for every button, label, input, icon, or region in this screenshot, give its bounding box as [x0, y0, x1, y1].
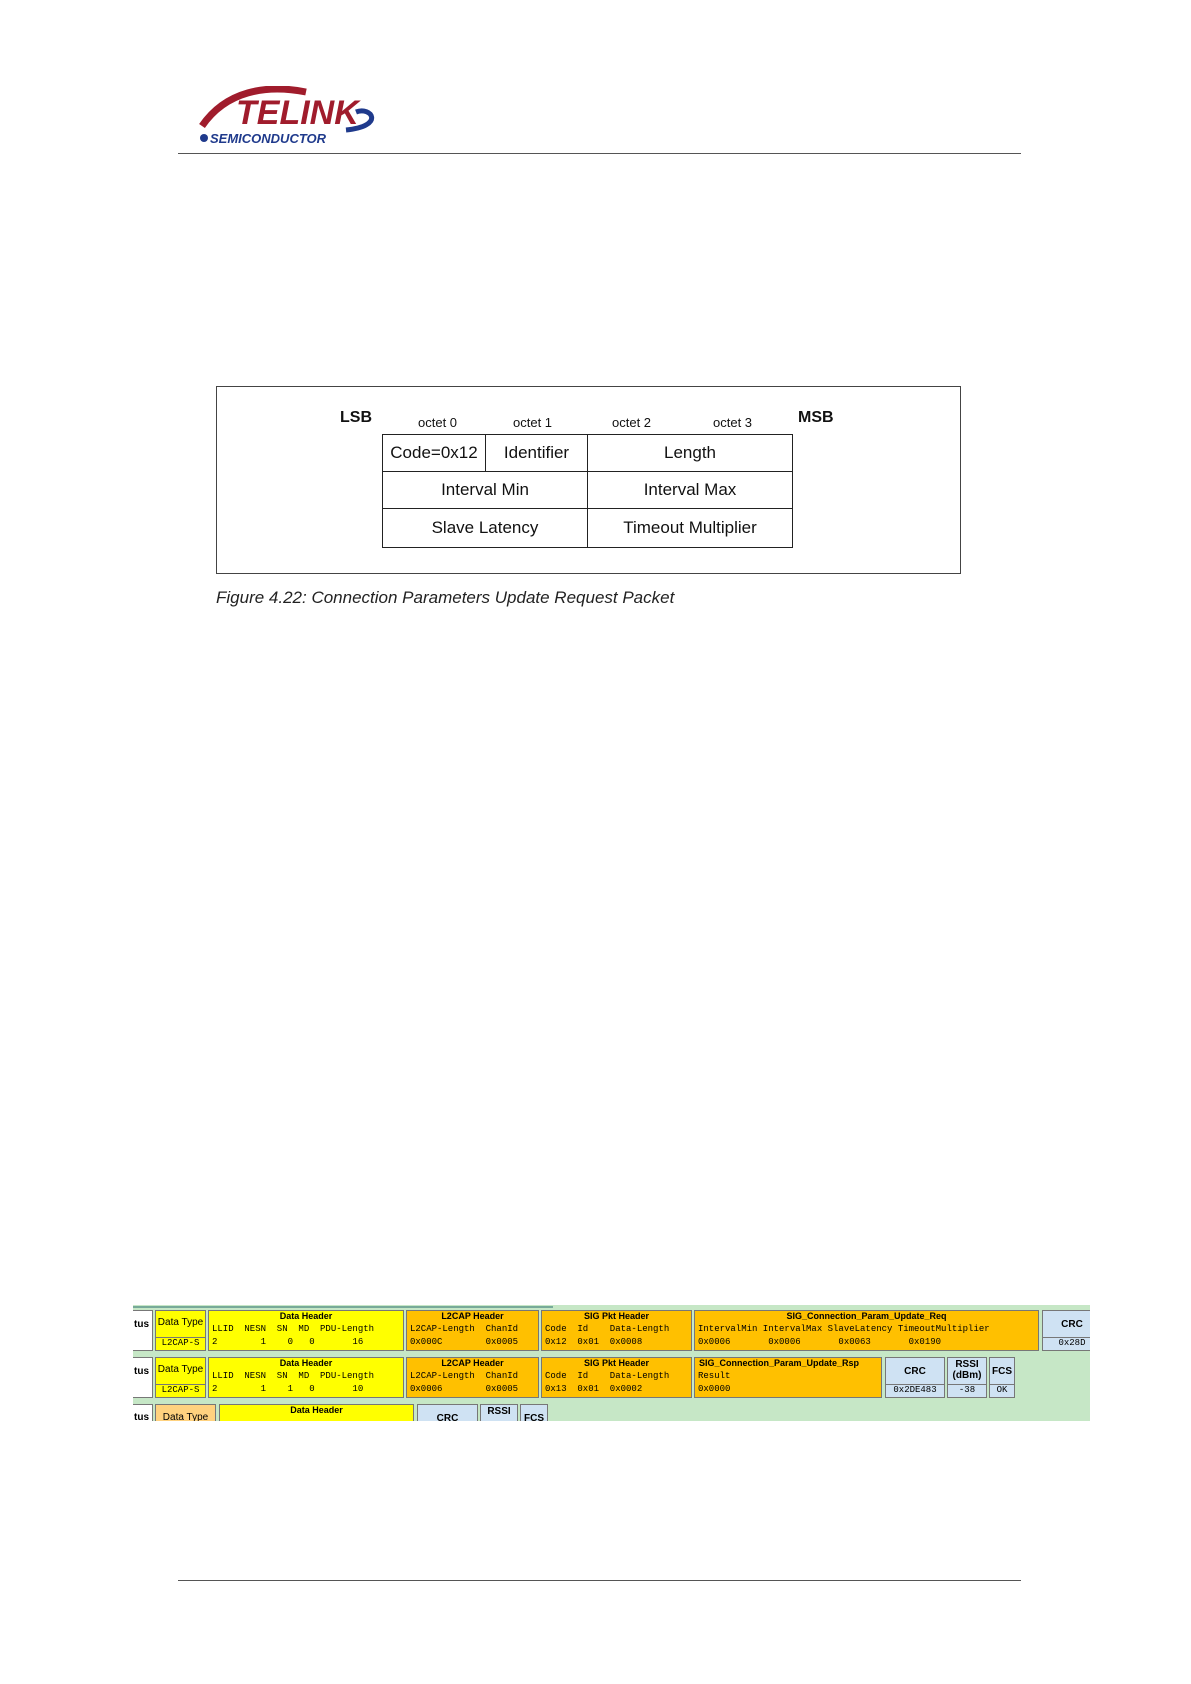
fcs-cell: [989, 1357, 1015, 1398]
l2cap-header-values: 0x0006 0x0005: [410, 1384, 519, 1394]
sig-pkt-header-cell: [541, 1310, 692, 1351]
sig-update-req-fields: IntervalMin IntervalMax SlaveLatency TimeoutMultiplier: [698, 1324, 990, 1334]
octet-2-label: octet 2: [612, 415, 652, 430]
data-type-value: L2CAP-S: [156, 1384, 205, 1396]
data-header-values: 2 1 0 0 16: [212, 1337, 364, 1347]
crc-cell: [1042, 1310, 1090, 1351]
l2cap-header-title: L2CAP Header: [441, 1311, 504, 1321]
sig-update-req-cell: [694, 1310, 1039, 1351]
octet-1-label: octet 1: [513, 415, 553, 430]
data-header-title: Data Header: [279, 1358, 333, 1368]
timeout-multiplier-cell: Timeout Multiplier: [588, 509, 793, 548]
sig-update-req-values: 0x0006 0x0006 0x0063 0x0190: [698, 1337, 942, 1347]
logo-text: TELINK: [236, 94, 359, 132]
top-border: [133, 1306, 553, 1308]
status-label: tus: [134, 1412, 149, 1421]
l2cap-header-values: 0x000C 0x0005: [410, 1337, 519, 1347]
status-cell: [133, 1357, 153, 1398]
crc-cell: [417, 1404, 478, 1421]
figure-caption: Figure 4.22: Connection Parameters Update Request Packet: [216, 588, 675, 607]
crc-label: CRC: [904, 1366, 926, 1377]
fcs-cell: [520, 1404, 548, 1421]
crc-cell: [885, 1357, 945, 1398]
header-rule: [178, 153, 1021, 154]
sig-pkt-header-title: SIG Pkt Header: [583, 1311, 650, 1321]
sig-update-rsp-values: 0x0000: [698, 1384, 731, 1394]
code-cell: Code=0x12: [383, 435, 486, 472]
sniffer-capture: [133, 1305, 1090, 1421]
l2cap-header-title: L2CAP Header: [441, 1358, 504, 1368]
data-header-fields: LLID NESN SN MD PDU-Length: [212, 1324, 375, 1334]
interval-max-cell: Interval Max: [588, 472, 793, 509]
status-label: tus: [134, 1319, 149, 1330]
rssi-label: RSSI (dBm): [952, 1359, 982, 1381]
data-type-cell: [155, 1310, 206, 1351]
octet-0-label: octet 0: [418, 415, 458, 430]
sig-pkt-header-fields: Code Id Data-Length: [545, 1371, 670, 1381]
rssi-value: -38: [948, 1384, 986, 1396]
sig-pkt-header-fields: Code Id Data-Length: [545, 1324, 670, 1334]
status-cell: [133, 1404, 153, 1421]
fcs-value: OK: [990, 1384, 1014, 1396]
rssi-cell: [947, 1357, 987, 1398]
length-cell: Length: [588, 435, 793, 472]
sig-update-rsp-title: SIG_Connection_Param_Update_Rsp: [699, 1358, 860, 1368]
l2cap-header-fields: L2CAP-Length ChanId: [410, 1371, 519, 1381]
sig-pkt-header-values: 0x13 0x01 0x0002: [545, 1384, 643, 1394]
sig-update-rsp-fields: Result: [698, 1371, 731, 1381]
data-type-label: Data Type: [162, 1412, 209, 1421]
msb-label: MSB: [798, 409, 834, 426]
rssi-cell: [480, 1404, 518, 1421]
data-type-value: L2CAP-S: [156, 1337, 205, 1349]
rssi-label: RSSI: [487, 1406, 511, 1417]
telink-logo: [196, 86, 382, 146]
sig-update-rsp-cell: [694, 1357, 882, 1398]
crc-value: 0x2DE483: [886, 1384, 944, 1396]
fcs-label: FCS: [992, 1366, 1012, 1377]
sig-pkt-header-title: SIG Pkt Header: [583, 1358, 650, 1368]
fcs-label: FCS: [524, 1413, 544, 1421]
crc-label: CRC: [1061, 1319, 1083, 1330]
data-type-cell: [155, 1357, 206, 1398]
sig-update-req-title: SIG_Connection_Param_Update_Req: [786, 1311, 947, 1321]
data-header-cell: [208, 1310, 404, 1351]
data-header-fields: LLID NESN SN MD PDU-Length: [212, 1371, 375, 1381]
status-cell: [133, 1310, 153, 1351]
slave-latency-cell: Slave Latency: [383, 509, 588, 548]
lsb-label: LSB: [340, 409, 372, 426]
status-label: tus: [134, 1366, 149, 1377]
packet-format-table: [382, 434, 793, 548]
octet-3-label: octet 3: [713, 415, 753, 430]
crc-value: 0x28D: [1043, 1337, 1090, 1349]
logo-subtext: SEMICONDUCTOR: [210, 131, 327, 146]
data-type-label: Data Type: [157, 1364, 204, 1375]
identifier-cell: Identifier: [486, 435, 588, 472]
l2cap-header-fields: L2CAP-Length ChanId: [410, 1324, 519, 1334]
sig-pkt-header-cell: [541, 1357, 692, 1398]
data-header-values: 2 1 1 0 10: [212, 1384, 364, 1394]
data-header-cell: [219, 1404, 414, 1421]
interval-min-cell: Interval Min: [383, 472, 588, 509]
data-header-title: Data Header: [279, 1311, 333, 1321]
data-type-label: Data Type: [157, 1317, 204, 1328]
data-header-title: Data Header: [290, 1405, 343, 1415]
footer-rule: [178, 1580, 1021, 1581]
crc-label: CRC: [436, 1413, 459, 1421]
data-header-cell: [208, 1357, 404, 1398]
l2cap-header-cell: [406, 1310, 539, 1351]
sig-pkt-header-values: 0x12 0x01 0x0008: [545, 1337, 643, 1347]
l2cap-header-cell: [406, 1357, 539, 1398]
data-type-cell: [155, 1404, 216, 1421]
